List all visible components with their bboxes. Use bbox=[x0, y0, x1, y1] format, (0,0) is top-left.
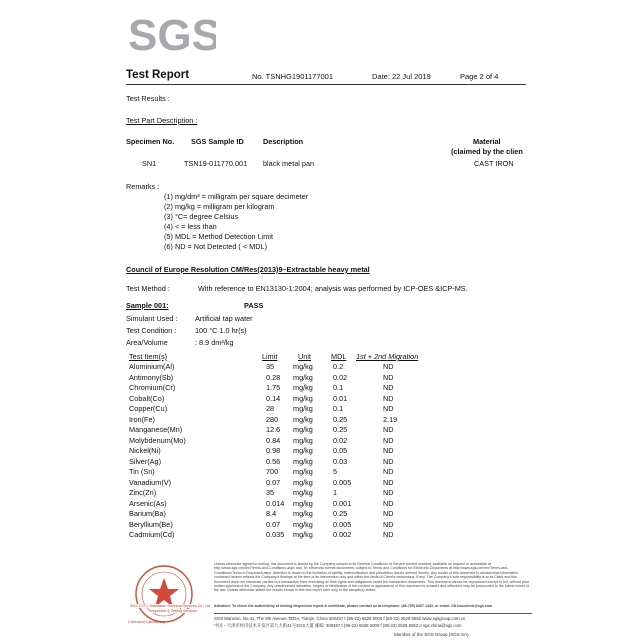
condition-label: Test Condition : bbox=[126, 326, 177, 335]
test-results-label: Test Results : bbox=[126, 94, 170, 103]
table-row-item: Cadmium(Cd) bbox=[129, 530, 175, 539]
test-part-description-label: Test Part Description : bbox=[126, 116, 198, 125]
table-cell: mg/kg bbox=[293, 477, 313, 487]
table-cell: 0.014 bbox=[266, 498, 285, 508]
table-row-item: Molybdenum(Mo) bbox=[129, 435, 186, 445]
table-cell: 700 bbox=[266, 467, 279, 476]
material-subheader: (claimed by the clien bbox=[451, 147, 523, 156]
page-number: Page 2 of 4 bbox=[460, 72, 499, 81]
table-cell: 28 bbox=[266, 404, 275, 413]
sgs-logo-text: SGS bbox=[128, 11, 216, 60]
table-cell: mg/kg bbox=[293, 435, 313, 445]
table-cell: 0.56 bbox=[266, 456, 281, 466]
table-cell: mg/kg bbox=[293, 519, 313, 529]
footer-divider bbox=[214, 613, 532, 614]
table-cell: mg/kg bbox=[293, 456, 313, 466]
stamp-text-line2: Inspection & Testing Services bbox=[150, 609, 197, 613]
table-row-item: Tin (Sn) bbox=[129, 467, 155, 476]
table-cell: 0.1 bbox=[333, 383, 344, 392]
table-cell: 0.98 bbox=[266, 446, 281, 455]
area-label: Area/Volume bbox=[126, 338, 168, 347]
table-cell: 0.02 bbox=[333, 435, 348, 445]
material-value: CAST IRON bbox=[474, 159, 514, 168]
table-cell: 0.28 bbox=[266, 372, 281, 382]
table-cell: ND bbox=[383, 435, 394, 445]
description-value: black metal pan bbox=[263, 159, 315, 168]
table-row-item: Vanadium(V) bbox=[129, 477, 172, 487]
table-cell: ND bbox=[383, 519, 394, 529]
simulant-label: Simulant Used : bbox=[126, 314, 178, 323]
table-cell: mg/kg bbox=[293, 498, 313, 508]
sample-result: PASS bbox=[244, 301, 264, 310]
report-date: Date: 22 Jul 2019 bbox=[372, 72, 431, 81]
table-cell: 12.6 bbox=[266, 425, 281, 434]
col-header-unit: Unit bbox=[298, 352, 311, 361]
table-cell: ND bbox=[383, 488, 394, 497]
test-method-value: With reference to EN13130-1:2004; analysis was performed by ICP-OES &ICP-MS. bbox=[198, 284, 468, 293]
table-cell: ND bbox=[383, 446, 394, 455]
table-cell: 2.19 bbox=[383, 414, 398, 424]
table-cell: mg/kg bbox=[293, 372, 313, 382]
table-row-item: Barium(Ba) bbox=[129, 509, 166, 518]
table-cell: 0.005 bbox=[333, 519, 352, 529]
remark-item: (1) mg/dm² = milligram per square decimeter bbox=[164, 192, 309, 201]
footer-disclaimer: Unless otherwise agreed in writing, this document is issued by the Company subject to its General Conditions of Service printed overleaf, available on request or accessible at http://www.sgs.com/en/Terms-and-Conditions.aspx and, for electronic format documents, subject to Terms and Conditions for Electronic Documents at http://www.sgs.com/en/Terms-and-Conditions/Terms-e-Document.aspx. Attention is drawn to the limitation of liability, indemnification and jurisdiction issues defined therein. Any holder of this document is advised that information contained hereon reflects the Company's findings at the time of its intervention only and within the limits of Client's instructions, if any. The Company's sole responsibility is to its Client and this document does not exonerate parties to a transaction from exercising all their rights and obligations under the transaction documents. This document cannot be reproduced except in full, without prior written approval of the Company. Any unauthorized alteration, forgery or falsification of the content or appearance of this document is unlawful and offenders may be prosecuted to the fullest extent of the law. Unless otherwise stated the results shown in this test report refer only to the sample(s) tested. bbox=[214, 562, 530, 593]
stamp-text-line1: SGS-CSTC Standards Technical Services Co., Ltd. bbox=[130, 604, 212, 608]
sgs-logo bbox=[126, 10, 216, 60]
table-cell: ND bbox=[383, 372, 394, 382]
table-row-item: Nickel(Ni) bbox=[129, 446, 161, 455]
table-cell: 0.07 bbox=[266, 519, 281, 529]
table-row-item: Iron(Fe) bbox=[129, 414, 155, 424]
table-cell: 35 bbox=[266, 362, 275, 371]
table-cell: 0.07 bbox=[266, 477, 281, 487]
specimen-no-value: SN1 bbox=[142, 159, 157, 168]
table-row-item: Copper(Cu) bbox=[129, 404, 168, 413]
remark-item: (4) < = less than bbox=[164, 222, 217, 231]
table-cell: ND bbox=[383, 498, 394, 508]
table-cell: ND bbox=[383, 404, 394, 413]
table-cell: ND bbox=[383, 383, 394, 392]
table-cell: 0.002 bbox=[333, 530, 352, 539]
table-row-item: Chromium(Cr) bbox=[129, 383, 176, 392]
table-cell: ND bbox=[383, 530, 394, 539]
footer-attention: Attention: To check the authenticity of testing /inspection report & certificate, please contact us at telephone: (86-755) 8307 1443, or email: CN.Doccheck@sgs.com bbox=[214, 604, 493, 608]
table-cell: ND bbox=[383, 467, 394, 476]
table-cell: mg/kg bbox=[293, 446, 313, 455]
report-number: No. TSNHG1901177001 bbox=[252, 72, 334, 81]
table-cell: 280 bbox=[266, 414, 279, 424]
table-cell: 1 bbox=[333, 488, 338, 497]
table-cell: mg/kg bbox=[293, 414, 313, 424]
table-cell: ND bbox=[383, 425, 394, 434]
table-cell: mg/kg bbox=[293, 467, 313, 476]
sample-label: Sample 001: bbox=[126, 301, 169, 310]
col-header-item: Test Item(s) bbox=[129, 352, 168, 361]
table-cell: 0.25 bbox=[333, 414, 348, 424]
condition-value: 100 °C 1.0 hr(s) bbox=[195, 326, 247, 335]
table-cell: 5 bbox=[333, 467, 338, 476]
footer-address: SGS Mansion, No.41, The 9th Avenue TEDA, Tianjin, China 300457 t (86-22) 6528 6000 f (86-22) 2528 6052 www.sgsgroup.com.cn bbox=[214, 616, 466, 621]
footer-member: Member of the SGS Group (SGS SA) bbox=[394, 632, 469, 637]
header-divider bbox=[126, 84, 526, 85]
table-row-item: Beryllium(Be) bbox=[129, 519, 173, 529]
table-row-item: Silver(Ag) bbox=[129, 456, 162, 466]
specimen-no-header: Specimen No. bbox=[126, 137, 175, 146]
material-header: Material bbox=[473, 137, 501, 146]
table-cell: 1.75 bbox=[266, 383, 281, 392]
table-cell: 8.4 bbox=[266, 509, 277, 518]
table-row-item: Cobalt(Co) bbox=[129, 393, 165, 403]
table-cell: 0.2 bbox=[333, 362, 344, 371]
table-cell: 0.25 bbox=[333, 509, 348, 518]
table-row-item: Zinc(Zn) bbox=[129, 488, 157, 497]
page-title: Test Report bbox=[126, 69, 190, 81]
table-row-item: Arsenic(As) bbox=[129, 498, 167, 508]
table-cell: 35 bbox=[266, 488, 275, 497]
sample-id-header: SGS Sample ID bbox=[191, 137, 244, 146]
col-header-migration: 1st + 2nd Migration bbox=[356, 352, 419, 361]
simulant-value: Artificial tap water bbox=[195, 314, 253, 323]
area-value: : 8.9 dm²/kg bbox=[195, 338, 234, 347]
table-cell: ND bbox=[383, 509, 394, 518]
table-row-item: Manganese(Mn) bbox=[129, 425, 183, 434]
table-cell: 0.001 bbox=[333, 498, 352, 508]
table-cell: mg/kg bbox=[293, 362, 313, 371]
table-row-item: Aluminium(Al) bbox=[129, 362, 175, 371]
description-header: Description bbox=[263, 137, 304, 146]
table-row-item: Antimony(Sb) bbox=[129, 372, 174, 382]
table-cell: ND bbox=[383, 456, 394, 466]
table-cell: ND bbox=[383, 393, 394, 403]
table-cell: mg/kg bbox=[293, 530, 313, 539]
table-cell: 0.84 bbox=[266, 435, 281, 445]
col-header-limit: Limit bbox=[262, 352, 278, 361]
table-cell: mg/kg bbox=[293, 425, 313, 434]
table-cell: 0.1 bbox=[333, 404, 344, 413]
sample-id-value: TSN19-011770.001 bbox=[184, 159, 248, 168]
table-cell: 0.02 bbox=[333, 372, 348, 382]
council-title: Council of Europe Resolution CM/Res(2013)9–Extractable heavy metal bbox=[126, 265, 370, 274]
table-cell: mg/kg bbox=[293, 488, 313, 497]
table-cell: 0.01 bbox=[333, 393, 348, 403]
table-cell: ND bbox=[383, 477, 394, 487]
remark-item: (2) mg/kg = milligram per kilogram bbox=[164, 202, 275, 211]
table-cell: 0.035 bbox=[266, 530, 285, 539]
table-cell: 0.005 bbox=[333, 477, 352, 487]
table-cell: mg/kg bbox=[293, 393, 313, 403]
table-cell: mg/kg bbox=[293, 509, 313, 518]
table-cell: mg/kg bbox=[293, 383, 313, 392]
remark-item: (3) °C= degree Celsius bbox=[164, 212, 239, 221]
table-cell: 0.14 bbox=[266, 393, 281, 403]
stamp-text-line3: Chemical Laboratory bbox=[128, 619, 165, 624]
footer-address-cn: 中国・天津市经济技术开发区第九大街41号SGS大厦 邮编: 300457 t (86-22) 6528 6000 f (86-22) 2528 6052 e sgs.china@sgs.com bbox=[214, 623, 462, 628]
table-cell: 0.05 bbox=[333, 446, 348, 455]
table-cell: ND bbox=[383, 362, 394, 371]
remark-item: (5) MDL = Method Detection Limit bbox=[164, 232, 274, 241]
remark-item: (6) ND = Not Detected ( < MDL) bbox=[164, 242, 267, 251]
table-cell: 0.25 bbox=[333, 425, 348, 434]
table-cell: mg/kg bbox=[293, 404, 313, 413]
remarks-label: Remarks : bbox=[126, 182, 160, 191]
col-header-mdl: MDL bbox=[331, 352, 347, 361]
table-cell: 0.03 bbox=[333, 456, 348, 466]
test-method-label: Test Method : bbox=[126, 284, 170, 293]
